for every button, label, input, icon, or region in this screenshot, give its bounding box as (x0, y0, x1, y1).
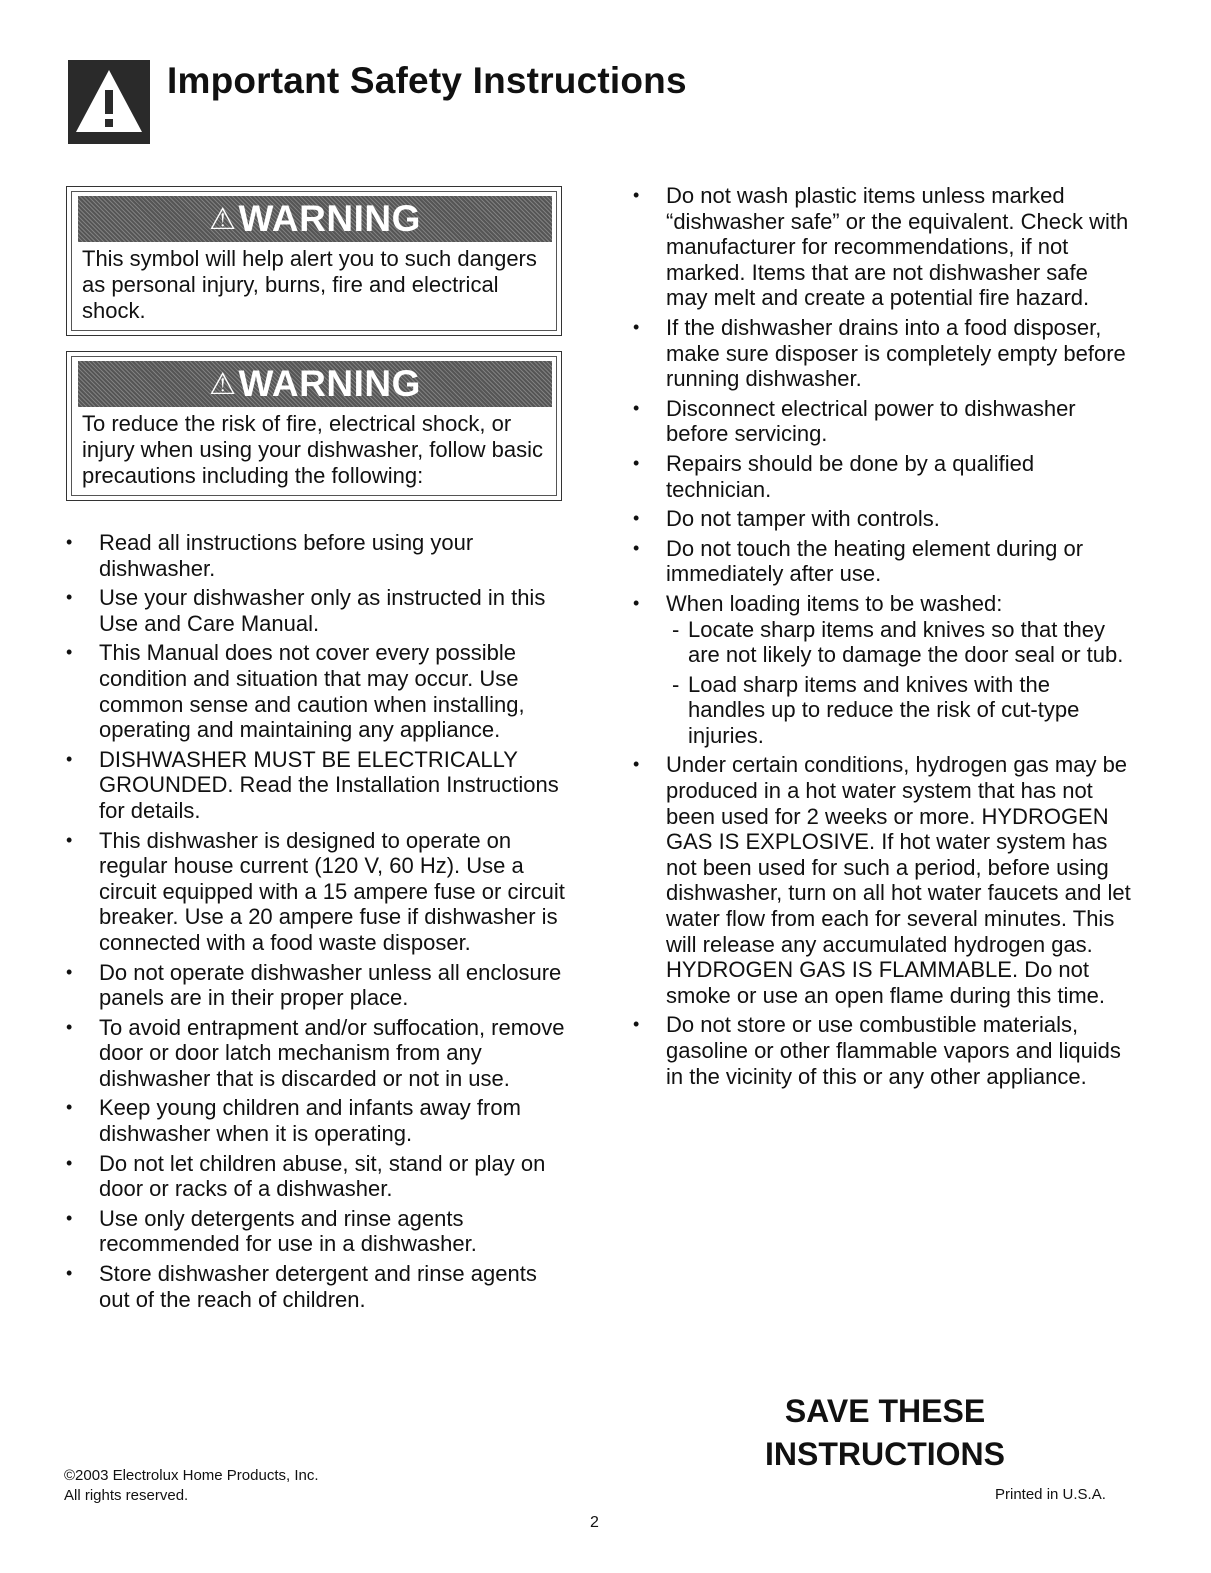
warning-label: WARNING (238, 198, 421, 239)
loading-subitems (666, 617, 1133, 749)
printed-in: Printed in U.S.A. (995, 1486, 1106, 1503)
sub-list-item: - Locate sharp items and knives so that they are not likely to damage the door seal or tub. (666, 617, 1133, 668)
list-item: • Repairs should be done by a qualified technician. (633, 451, 1133, 502)
warning-text: To reduce the risk of fire, electrical shock, or injury when using your dishwasher, follow basic precautions including the following: (82, 411, 544, 488)
save-line-2: INSTRUCTIONS (765, 1436, 1005, 1472)
list-item: • Do not store or use combustible materials, gasoline or other flammable vapors and liquids in the vicinity of this or any other appliance. (633, 1012, 1133, 1089)
list-item: • Keep young children and infants away from dishwasher when it is operating. (66, 1095, 566, 1146)
warning-banner (78, 196, 552, 242)
list-item: • Do not touch the heating element during or immediately after use. (633, 536, 1133, 587)
copyright-notice (64, 1466, 319, 1506)
list-item: • DISHWASHER MUST BE ELECTRICALLY GROUNDED. Read the Installation Instructions for details. (66, 747, 566, 824)
list-item-loading (633, 591, 1133, 749)
warning-triangle-small-icon: ⚠ (209, 367, 237, 401)
page-number: 2 (590, 1514, 599, 1531)
list-item: • This dishwasher is designed to operate on regular house current (120 V, 60 Hz). Use a circuit equipped with a 15 ampere fuse or circuit breaker. Use a 20 ampere fuse if dishwasher is connected with a food waste disposer. (66, 828, 566, 956)
safety-list-right (633, 183, 1133, 1093)
warning-banner (78, 361, 552, 407)
list-item: • Read all instructions before using your dishwasher. (66, 530, 566, 581)
sub-list-item: - Load sharp items and knives with the handles up to reduce the risk of cut-type injuries. (666, 672, 1133, 749)
warning-label: WARNING (238, 363, 421, 404)
list-item: • If the dishwasher drains into a food disposer, make sure disposer is completely empty before running dishwasher. (633, 315, 1133, 392)
warning-box-precautions (66, 351, 562, 501)
list-item: • Use only detergents and rinse agents recommended for use in a dishwasher. (66, 1206, 566, 1257)
safety-list-left (66, 530, 566, 1316)
list-item: • Do not let children abuse, sit, stand or play on door or racks of a dishwasher. (66, 1151, 566, 1202)
warning-triangle-icon (68, 60, 150, 144)
save-line-1: SAVE THESE (784, 1393, 986, 1429)
save-instructions-heading (700, 1390, 1070, 1476)
copyright-text: ©2003 Electrolux Home Products, Inc. (64, 1467, 319, 1484)
warning-text: This symbol will help alert you to such dangers as personal injury, burns, fire and electrical shock. (82, 246, 537, 323)
list-item: • This Manual does not cover every possible condition and situation that may occur. Use common sense and caution when installing, operating and maintaining any appliance. (66, 640, 566, 742)
page-title: Important Safety Instructions (167, 60, 687, 101)
warning-triangle-small-icon: ⚠ (209, 202, 237, 236)
list-item: • Use your dishwasher only as instructed in this Use and Care Manual. (66, 585, 566, 636)
list-item: • Do not wash plastic items unless marked “dishwasher safe” or the equivalent. Check with manufacturer for recommendations, if not marked. Items that are not dishwasher safe may melt and create a potential fire hazard. (633, 183, 1133, 311)
list-item: • Disconnect electrical power to dishwasher before servicing. (633, 396, 1133, 447)
list-item: • Do not operate dishwasher unless all enclosure panels are in their proper place. (66, 960, 566, 1011)
list-item: • Under certain conditions, hydrogen gas may be produced in a hot water system that has not been used for 2 weeks or more. HYDROGEN GAS IS EXPLOSIVE. If hot water system has not been used for such a period, before using dishwasher, turn on all hot water faucets and let water flow from each for several minutes. This will release any accumulated hydrogen gas. HYDROGEN GAS IS FLAMMABLE. Do not smoke or use an open flame during this time. (633, 752, 1133, 1008)
rights-text: All rights reserved. (64, 1487, 189, 1504)
list-item: • Store dishwasher detergent and rinse agents out of the reach of children. (66, 1261, 566, 1312)
loading-intro: • When loading items to be washed: (666, 590, 1003, 616)
list-item: • To avoid entrapment and/or suffocation, remove door or door latch mechanism from any dishwasher that is discarded or not in use. (66, 1015, 566, 1092)
list-item: • Do not tamper with controls. (633, 506, 1133, 532)
warning-box-symbol (66, 186, 562, 336)
